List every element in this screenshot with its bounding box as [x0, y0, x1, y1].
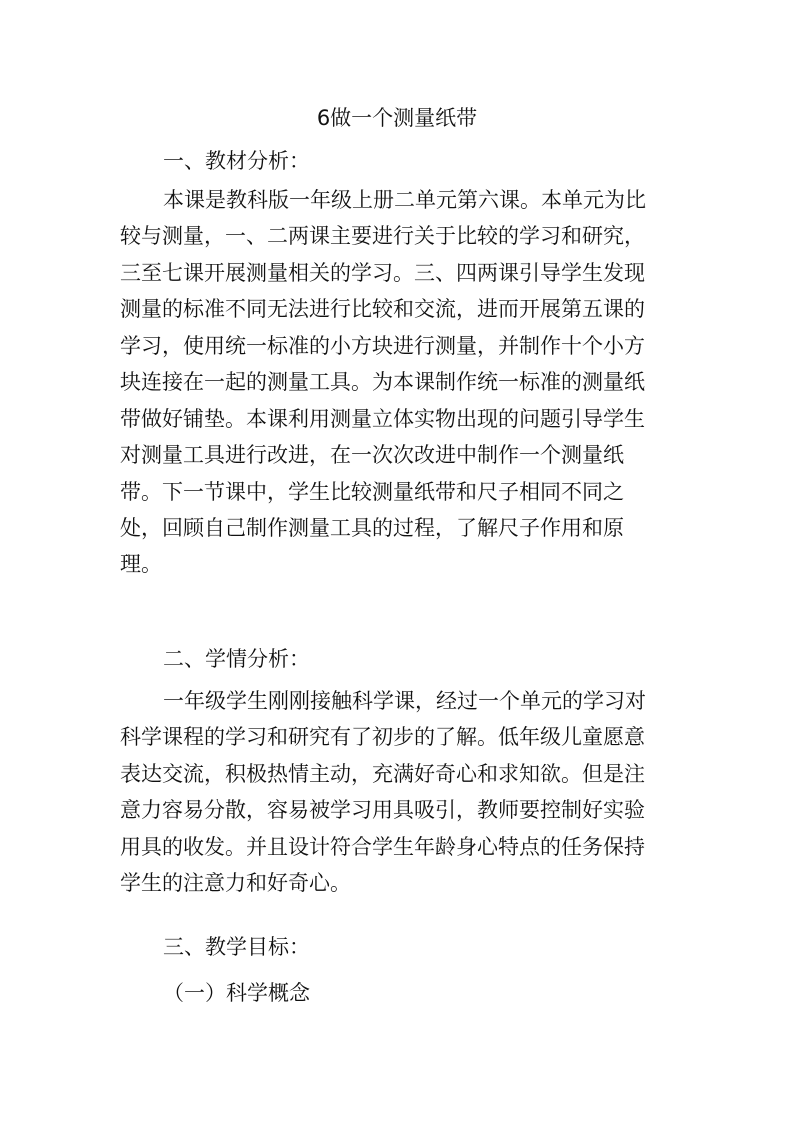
paragraph-line: 学习，使用统一标准的小方块进行测量，并制作十个小方 [120, 333, 645, 358]
paragraph-line: 带。下一节课中，学生比较测量纸带和尺子相同不同之 [120, 479, 624, 504]
paragraph-line: 学生的注意力和好奇心。 [120, 871, 351, 896]
paragraph-student-analysis [120, 683, 650, 902]
subheading-science-concepts: （一）科学概念 [163, 981, 310, 1005]
section-heading-textbook-analysis: 一、教材分析： [163, 149, 310, 173]
paragraph-textbook-analysis [120, 182, 650, 583]
paragraph-line: 处，回顾自己制作测量工具的过程，了解尺子作用和原 [120, 515, 624, 540]
paragraph-line: 意力容易分散，容易被学习用具吸引，教师要控制好实验 [120, 798, 645, 823]
paragraph-line: 用具的收发。并且设计符合学生年龄身心特点的任务保持 [120, 834, 645, 859]
paragraph-line: 测量的标准不同无法进行比较和交流，进而开展第五课的 [120, 297, 645, 322]
document-title: 6做一个测量纸带 [316, 106, 478, 130]
section-heading-teaching-goals: 三、教学目标： [163, 935, 310, 959]
paragraph-line: 一年级学生刚刚接触科学课，经过一个单元的学习对 [163, 689, 646, 713]
paragraph-line: 本课是教科版一年级上册二单元第六课。本单元为比 [163, 188, 646, 212]
paragraph-line: 带做好铺垫。本课利用测量立体实物出现的问题引导学生 [120, 406, 645, 431]
paragraph-line: 理。 [120, 552, 162, 577]
paragraph-line: 三至七课开展测量相关的学习。三、四两课引导学生发现 [120, 260, 645, 285]
paragraph-line: 对测量工具进行改进，在一次次改进中制作一个测量纸 [120, 443, 624, 468]
paragraph-line: 科学课程的学习和研究有了初步的了解。低年级儿童愿意 [120, 725, 645, 750]
paragraph-line: 块连接在一起的测量工具。为本课制作统一标准的测量纸 [120, 370, 645, 395]
paragraph-line: 表达交流，积极热情主动，充满好奇心和求知欲。但是注 [120, 761, 645, 786]
paragraph-line: 较与测量，一、二两课主要进行关于比较的学习和研究， [120, 224, 645, 249]
section-heading-student-analysis: 二、学情分析： [163, 647, 310, 671]
